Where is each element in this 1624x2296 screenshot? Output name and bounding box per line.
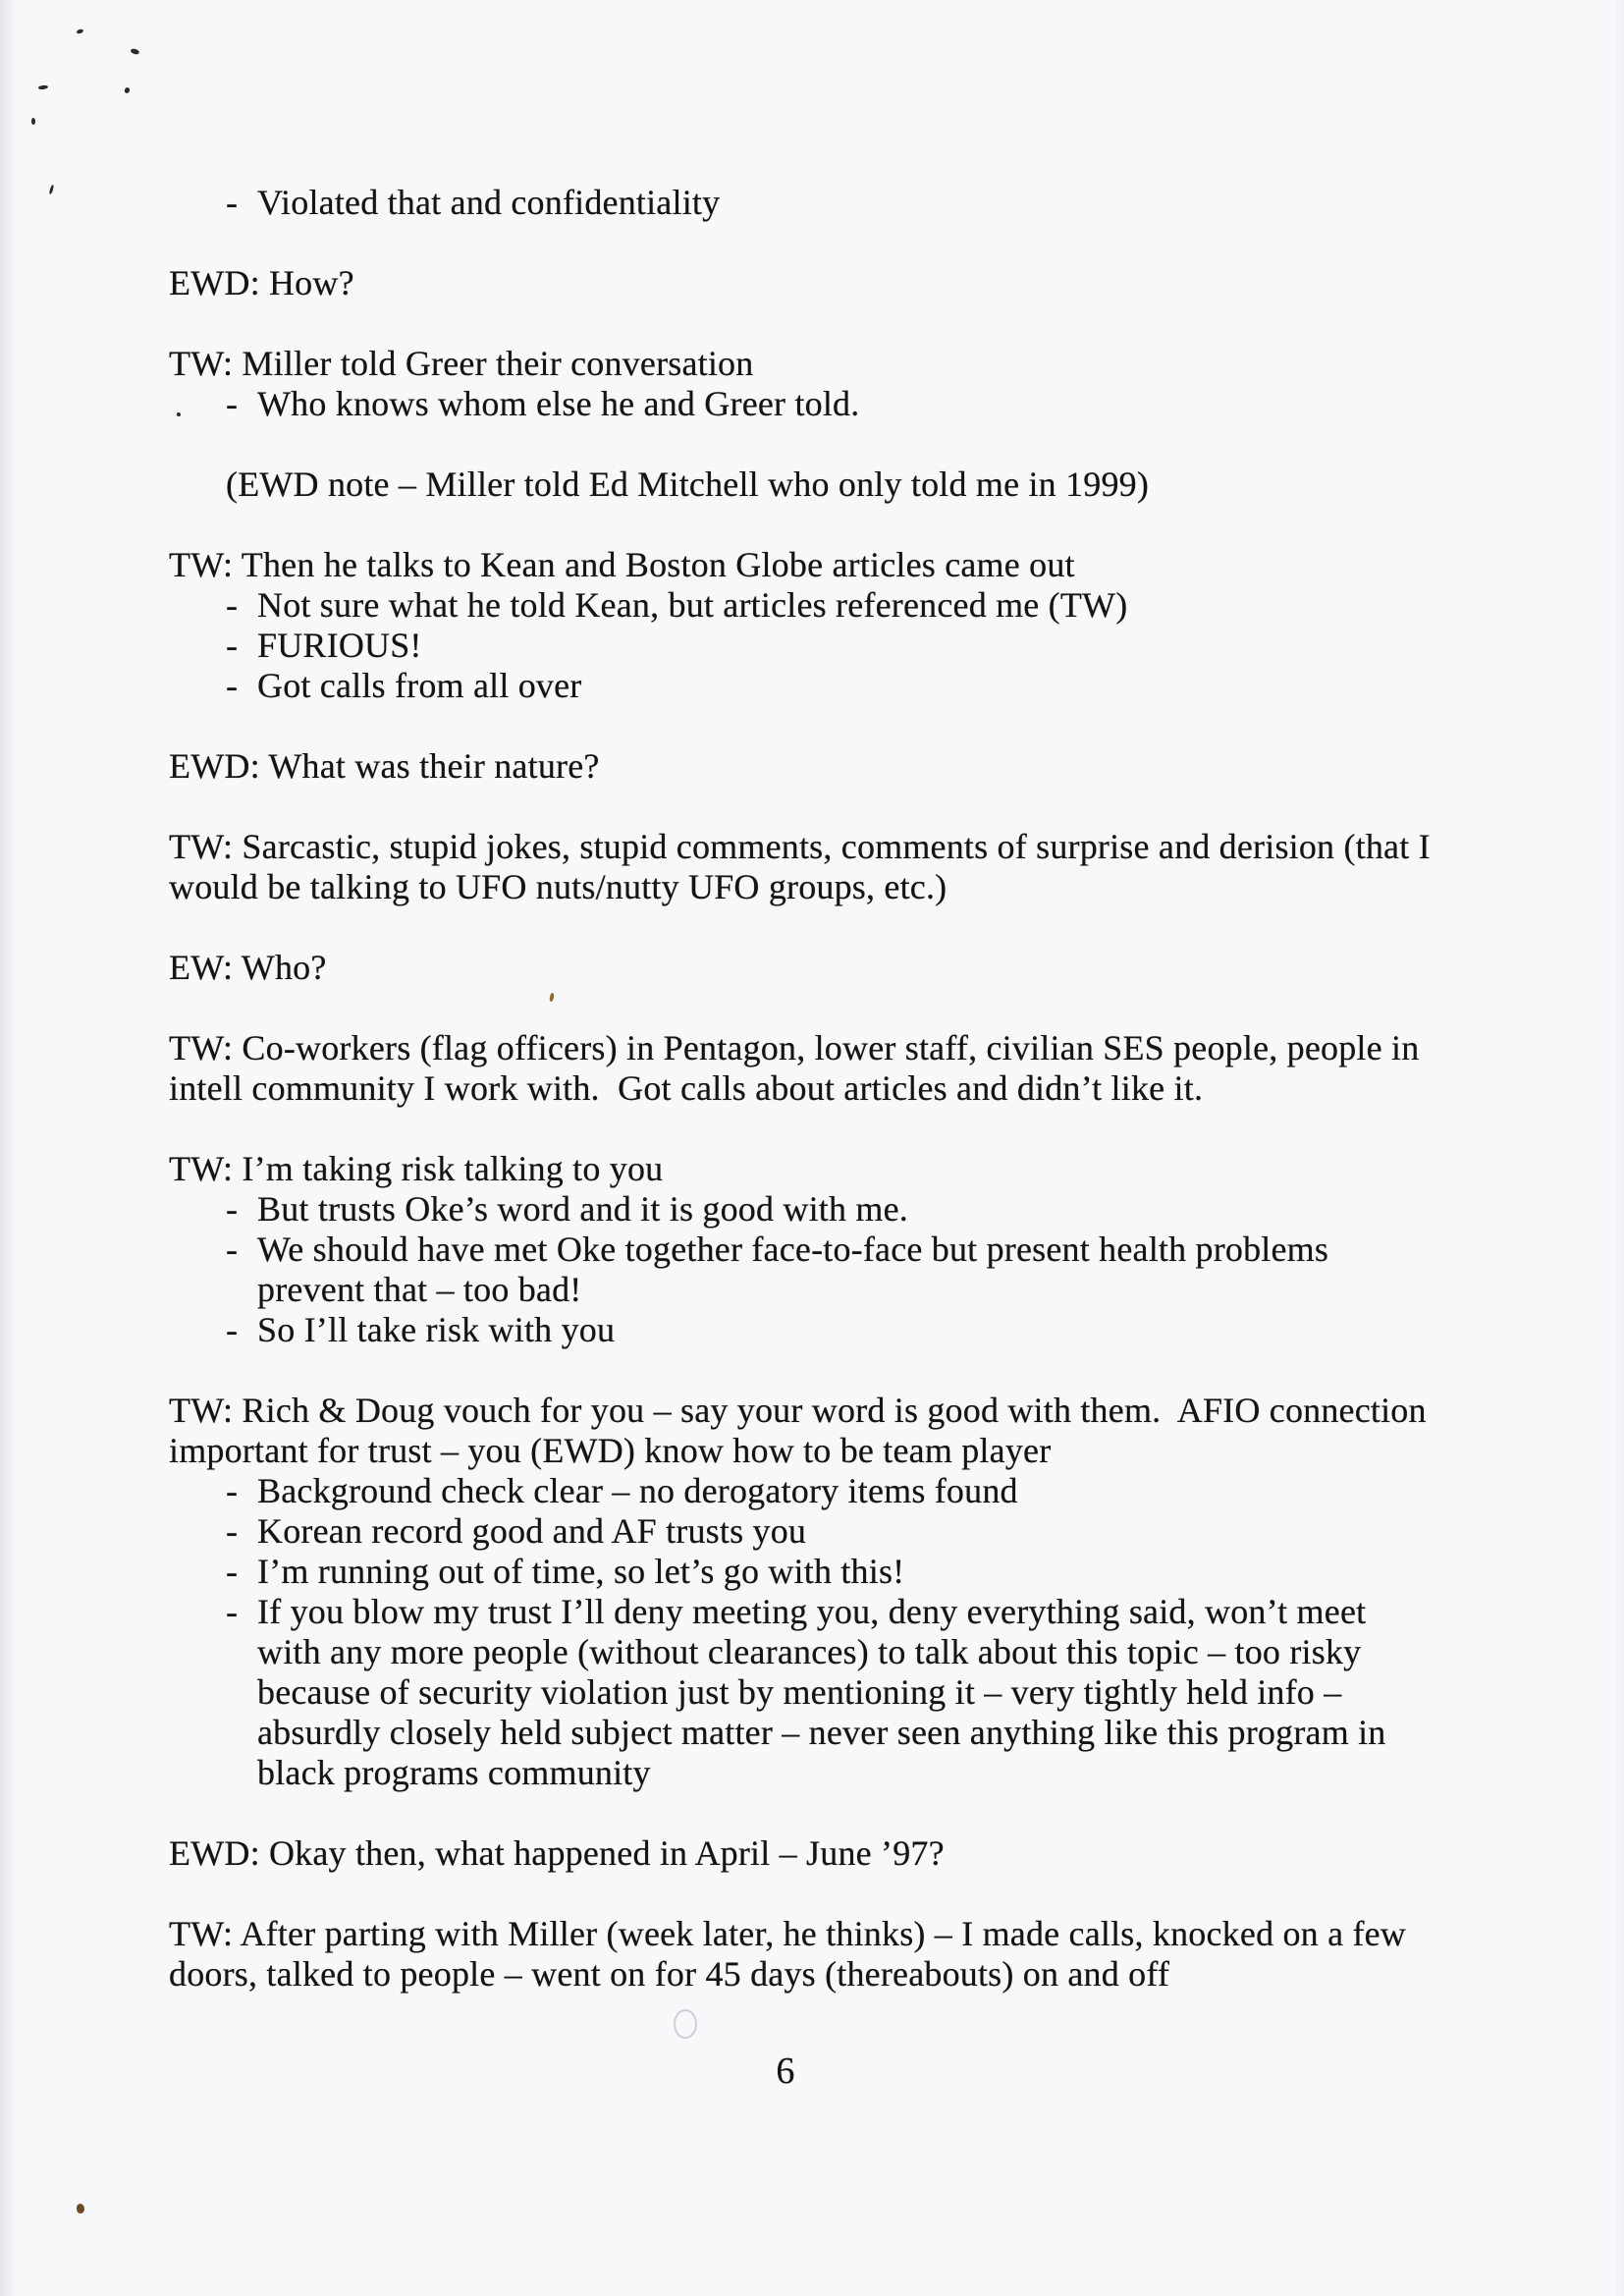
- scan-smudge: [674, 2009, 697, 2039]
- transcript-line: intell community I work with. Got calls about articles and didn’t like it.: [169, 1068, 1204, 1108]
- bullet-item: [169, 1511, 1583, 1552]
- transcript-line: So I’ll take risk with you: [257, 1310, 616, 1349]
- bullet-item: [169, 1189, 1583, 1230]
- bullet-dash: -: [226, 384, 239, 423]
- transcript-line: FURIOUS!: [257, 626, 422, 665]
- bullet-item: [169, 626, 1583, 666]
- bullet-dash: -: [226, 1592, 239, 1631]
- bullet-item: [169, 1471, 1583, 1511]
- transcript-line: TW: Co-workers (flag officers) in Pentagon, lower staff, civilian SES people, people in: [169, 1028, 1420, 1067]
- bullet-dash: -: [226, 1310, 239, 1349]
- transcript-line: Not sure what he told Kean, but articles referenced me (TW): [257, 585, 1128, 625]
- transcript-line: Background check clear – no derogatory items found: [257, 1471, 1018, 1510]
- transcript-block: [169, 948, 1583, 988]
- transcript-block: [169, 545, 1583, 706]
- transcript-line: TW: I’m taking risk talking to you: [169, 1149, 664, 1188]
- bullet-dash: -: [226, 183, 239, 222]
- transcript-block: [169, 263, 1583, 303]
- transcript-block: [169, 1914, 1583, 1995]
- transcript: [169, 183, 1583, 1995]
- transcript-line: with any more people (without clearances) to talk about this topic – too risky: [257, 1632, 1362, 1671]
- transcript-line: If you blow my trust I’ll deny meeting you, deny everything said, won’t meet: [257, 1592, 1367, 1631]
- page-number: 6: [776, 2050, 795, 2092]
- transcript-line: Got calls from all over: [257, 666, 582, 705]
- transcript-line: TW: After parting with Miller (week later, he thinks) – I made calls, knocked on a few: [169, 1914, 1407, 1953]
- scan-speck: [77, 2204, 84, 2214]
- transcript-line: because of security violation just by mentioning it – very tightly held info –: [257, 1672, 1342, 1712]
- transcript-line: prevent that – too bad!: [257, 1270, 582, 1309]
- transcript-line: Violated that and confidentiality: [257, 183, 721, 222]
- bullet-dash: -: [226, 1189, 239, 1229]
- transcript-line: Korean record good and AF trusts you: [257, 1511, 807, 1551]
- transcript-line: Who knows whom else he and Greer told.: [257, 384, 860, 423]
- bullet-item: [169, 1230, 1583, 1310]
- transcript-line: EWD: What was their nature?: [169, 746, 600, 786]
- transcript-block: [169, 1028, 1583, 1109]
- transcript-line: would be talking to UFO nuts/nutty UFO groups, etc.): [169, 867, 947, 906]
- transcript-line: But trusts Oke’s word and it is good with me.: [257, 1189, 908, 1229]
- transcript-note: [169, 465, 1583, 505]
- transcript-line: TW: Then he talks to Kean and Boston Globe articles came out: [169, 545, 1075, 584]
- bullet-item: [169, 666, 1583, 706]
- scan-speck: [31, 118, 35, 125]
- bullet-dash: -: [226, 666, 239, 705]
- scan-speck: [131, 48, 140, 55]
- transcript-block: [169, 1833, 1583, 1874]
- bullet-item: [169, 183, 1583, 223]
- transcript-block: [169, 1149, 1583, 1350]
- bullet-item: [169, 585, 1583, 626]
- transcript-line: absurdly closely held subject matter – never seen anything like this program in: [257, 1713, 1386, 1752]
- transcript-line: We should have met Oke together face-to-face but present health problems: [257, 1230, 1329, 1269]
- scan-speck: [77, 28, 84, 34]
- bullet-item: [169, 384, 1583, 424]
- transcript-line: black programs community: [257, 1753, 651, 1792]
- transcript-line: important for trust – you (EWD) know how to be team player: [169, 1431, 1052, 1470]
- bullet-item: [169, 1310, 1583, 1350]
- bullet-dash: -: [226, 1230, 239, 1269]
- transcript-block: [169, 746, 1583, 787]
- transcript-block: [169, 827, 1583, 907]
- transcript-block: [169, 344, 1583, 424]
- scan-speck: [49, 185, 55, 194]
- bullet-dash: -: [226, 1471, 239, 1510]
- transcript-line: TW: Miller told Greer their conversation: [169, 344, 754, 383]
- bullet-item: [169, 1552, 1583, 1592]
- transcript-line: EWD: How?: [169, 263, 354, 302]
- transcript-line: TW: Rich & Doug vouch for you – say your word is good with them. AFIO connection: [169, 1391, 1427, 1430]
- transcript-line: EWD: Okay then, what happened in April – June ’97?: [169, 1833, 945, 1873]
- bullet-item: [169, 1592, 1583, 1793]
- bullet-dash: -: [226, 626, 239, 665]
- transcript-block: [169, 183, 1583, 223]
- transcript-line: EW: Who?: [169, 948, 327, 987]
- scan-speck: [124, 86, 131, 94]
- bullet-dash: -: [226, 1552, 239, 1591]
- transcript-line: TW: Sarcastic, stupid jokes, stupid comments, comments of surprise and derision (that I: [169, 827, 1431, 866]
- scan-speck: [38, 84, 48, 89]
- transcript-line: doors, talked to people – went on for 45 days (thereabouts) on and off: [169, 1954, 1170, 1994]
- transcript-line: I’m running out of time, so let’s go with this!: [257, 1552, 905, 1591]
- transcript-block: [169, 1391, 1583, 1793]
- transcript-line: (EWD note – Miller told Ed Mitchell who only told me in 1999): [226, 465, 1150, 504]
- bullet-dash: -: [226, 585, 239, 625]
- bullet-dash: -: [226, 1511, 239, 1551]
